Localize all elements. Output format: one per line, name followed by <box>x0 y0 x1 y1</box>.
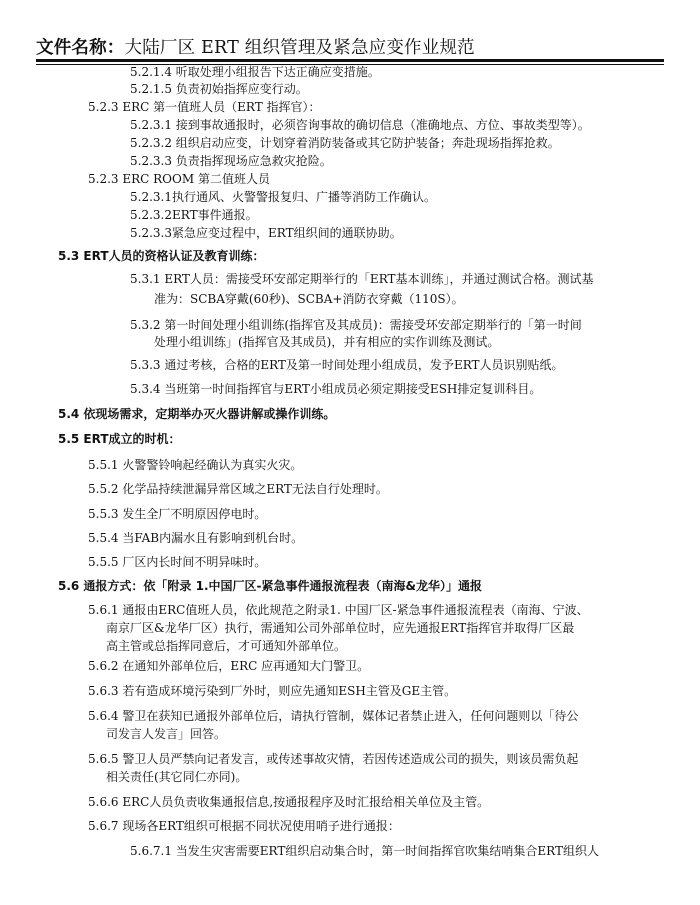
clause-5-6-1-cont1: 南京厂区&龙华厂区）执行，需通知公司外部单位时，应先通报ERT指挥官并取得厂区最 <box>106 621 575 635</box>
header-rule-thick <box>36 59 664 62</box>
file-name-label: 文件名称： <box>36 38 125 58</box>
clause-5-2-3-second-duty: 5.2.3 ERC ROOM 第二值班人员 <box>88 172 270 186</box>
section-5-6-heading: 5.6 通报方式：依「附录 1.中国厂区-紧急事件通报流程表（南海&龙华）」通报 <box>58 579 482 593</box>
clause-5-2-3-3b: 5.2.3.3紧急应变过程中，ERT组织间的通联协助。 <box>130 226 402 240</box>
clause-5-6-6: 5.6.6 ERC人员负责收集通报信息,按通报程序及时汇报给相关单位及主管。 <box>88 795 490 809</box>
document-header <box>36 34 475 59</box>
clause-5-6-4: 5.6.4 警卫在获知已通报外部单位后，请执行管制，媒体记者禁止进入，任何问题则以「待公 <box>88 709 579 723</box>
clause-5-3-3: 5.3.3 通过考核，合格的ERT及第一时间处理小组成员，发予ERT人员识别贴纸。 <box>130 358 564 372</box>
clause-5-3-2-cont: 处理小组训练」(指挥官及其成员)，并有相应的实作训练及测试。 <box>154 335 500 349</box>
clause-5-6-5: 5.6.5 警卫人员严禁向记者发言，或传述事故灾情，若因传述造成公司的损失，则该员需负起 <box>88 752 579 766</box>
clause-5-6-1: 5.6.1 通报由ERC值班人员，依此规范之附录1. 中国厂区-紧急事件通报流程表（南海、宁波、 <box>88 603 589 617</box>
clause-5-6-7: 5.6.7 现场各ERT组织可根据不同状况使用哨子进行通报： <box>88 819 400 833</box>
section-5-5-heading: 5.5 ERT成立的时机： <box>58 432 181 446</box>
clause-5-3-2: 5.3.2 第一时间处理小组训练(指挥官及其成员)：需接受环安部定期举行的「第一时间 <box>130 318 582 332</box>
clause-5-2-3-2b: 5.2.3.2ERT事件通报。 <box>130 208 258 222</box>
section-5-3-heading: 5.3 ERT人员的资格认证及教育训练： <box>58 249 265 263</box>
clause-5-6-1-cont2: 高主管或总指挥同意后，才可通知外部单位。 <box>106 639 347 653</box>
clause-5-2-3-first-duty: 5.2.3 ERC 第一值班人员（ERT 指挥官）： <box>88 100 321 114</box>
clause-5-2-3-1b: 5.2.3.1执行通风、火警警报复归、广播等消防工作确认。 <box>130 190 436 204</box>
clause-5-3-4: 5.3.4 当班第一时间指挥官与ERT小组成员必须定期接受ESH排定复训科目。 <box>130 382 542 396</box>
clause-5-6-2: 5.6.2 在通知外部单位后，ERC 应再通知大门警卫。 <box>88 659 370 673</box>
clause-5-5-1: 5.5.1 火警警铃响起经确认为真实火灾。 <box>88 458 303 472</box>
document-title: 大陆厂区 ERT 组织管理及紧急应变作业规范 <box>124 38 475 58</box>
clause-5-6-4-cont: 司发言人发言」回答。 <box>106 727 227 741</box>
clause-5-5-5: 5.5.5 厂区内长时间不明异味时。 <box>88 555 267 569</box>
clause-5-5-2: 5.5.2 化学品持续泄漏异常区域之ERT无法自行处理时。 <box>88 482 388 496</box>
clause-5-6-7-1: 5.6.7.1 当发生灾害需要ERT组织启动集合时，第一时间指挥官吹集结哨集合ERT组织人 <box>130 844 599 858</box>
clause-5-2-3-2: 5.2.3.2 组织启动应变，计划穿着消防装备或其它防护装备；奔赴现场指挥抢救。 <box>130 136 560 150</box>
section-5-4-heading: 5.4 依现场需求，定期举办灭火器讲解或操作训练。 <box>58 407 336 421</box>
clause-5-5-4: 5.5.4 当FAB内漏水且有影响到机台时。 <box>88 531 304 545</box>
clause-5-3-1-cont: 准为：SCBA穿戴(60秒)、SCBA+消防衣穿戴（110S）。 <box>154 292 464 306</box>
clause-5-2-1-5: 5.2.1.5 负责初始指挥应变行动。 <box>130 82 308 96</box>
clause-5-3-1: 5.3.1 ERT人员：需接受环安部定期举行的「ERT基本训练」，并通过测试合格。测试基 <box>130 272 594 286</box>
clause-5-2-3-1: 5.2.3.1 接到事故通报时，必须咨询事故的确切信息（准确地点、方位、事故类型等）。 <box>130 118 590 132</box>
clause-5-5-3: 5.5.3 发生全厂不明原因停电时。 <box>88 507 267 521</box>
clause-5-2-1-4: 5.2.1.4 听取处理小组报告下达正确应变措施。 <box>130 65 380 79</box>
clause-5-2-3-3: 5.2.3.3 负责指挥现场应急救灾抢险。 <box>130 154 332 168</box>
clause-5-6-5-cont: 相关责任(其它同仁亦同)。 <box>106 770 248 784</box>
clause-5-6-3: 5.6.3 若有造成环境污染到厂外时，则应先通知ESH主管及GE主管。 <box>88 684 457 698</box>
